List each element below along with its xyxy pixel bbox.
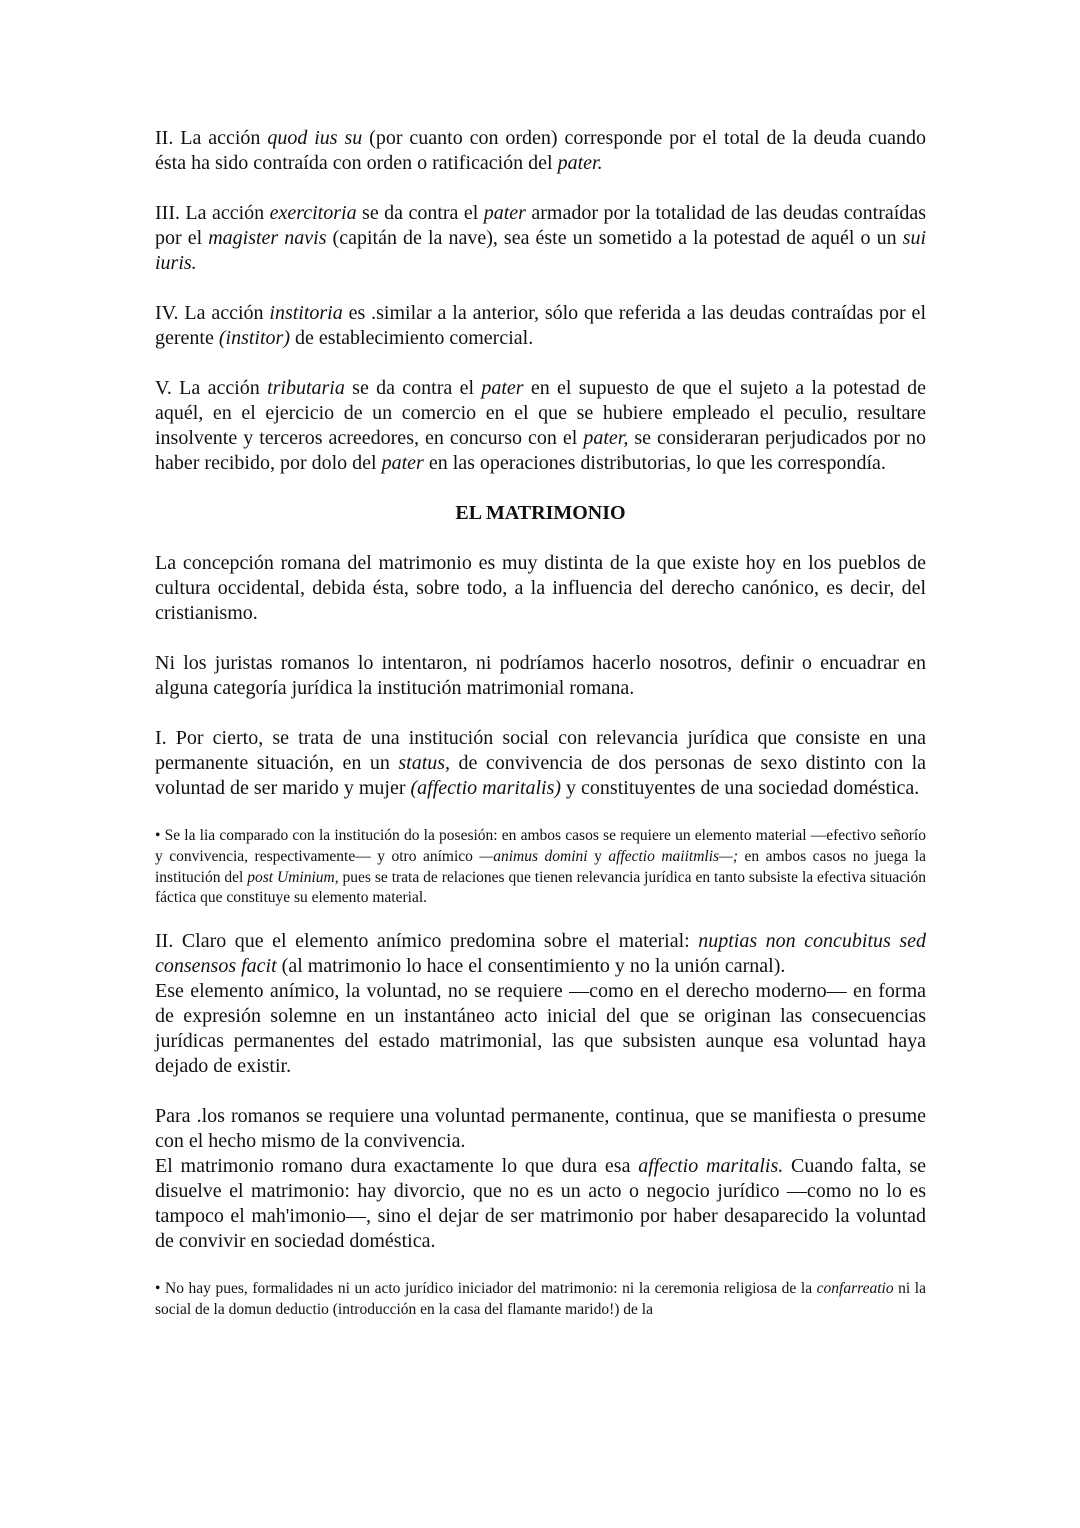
document-page [155,126,926,1321]
paragraph-ii-animico: II. Claro que el elemento anímico predomina sobre el material: nuptias non concubitus sed consensos facit (al matrimonio lo hace el consentimiento y no la unión carnal). [155,930,926,978]
paragraph-intro: La concepción romana del matrimonio es muy distinta de la que existe hoy en los pueblos de cultura occidental, debida ésta, sobre todo, a la influencia del derecho canónico, es decir, del cristianismo. [155,552,926,624]
section-title: EL MATRIMONIO [455,502,626,524]
footnote-posesion: • Se la lia comparado con la institución do la posesión: en ambos casos se requiere un elemento material —efectivo señorío y convivencia, respectivamente— y otro anímico —animus domini y affectio maiitmlis—; en ambos casos no juega la institución del post Uminium, pues se trata de relaciones que tienen relevancia jurídica en tanto subsiste la efectiva situación fáctica que constituye su elemento material. [155,827,926,907]
paragraph-v: V. La acción tributaria se da contra el pater en el supuesto de que el sujeto a la potestad de aquél, en el ejercicio de un comercio en el que se hubiere empleado el peculio, resultare insolvente y terceros acreedores, en concurso con el pater, se consideraran perjudicados por no haber recibido, por dolo del pater en las operaciones distributorias, lo que les correspondía. [155,377,926,474]
paragraph-ii: II. La acción quod ius su (por cuanto con orden) corresponde por el total de la deuda cuando ésta ha sido contraída con orden o ratificación del pater. [155,127,926,174]
paragraph-romanos: Para .los romanos se requiere una voluntad permanente, continua, que se manifiesta o presume con el hecho mismo de la convivencia. [155,1105,926,1153]
paragraph-juristas: Ni los juristas romanos lo intentaron, ni podríamos hacerlo nosotros, definir o encuadrar en alguna categoría jurídica la institución matrimonial romana. [155,652,926,699]
paragraph-iv: IV. La acción institoria es .similar a la anterior, sólo que referida a las deudas contraídas por el gerente (institor) de establecimiento comercial. [155,302,926,349]
footnote-formalidades: • No hay pues, formalidades ni un acto jurídico iniciador del matrimonio: ni la ceremonia religiosa de la confarreatio ni la social de la domun deductio (introducción en la casa del flamante marido!) de la [155,1280,926,1318]
paragraph-iii: III. La acción exercitoria se da contra el pater armador por la totalidad de las deudas contraídas por el magister navis (capitán de la nave), sea éste un sometido a la potestad de aquél o un sui iuris. [155,202,927,274]
paragraph-duracion: El matrimonio romano dura exactamente lo que dura esa affectio maritalis. Cuando falta, se disuelve el matrimonio: hay divorcio, que no es un acto o negocio jurídico —como no lo es tampoco el mah'imonio—, sino el dejar de ser matrimonio por haber desaparecido la voluntad de convivir en sociedad doméstica. [155,1155,927,1253]
paragraph-voluntad: Ese elemento anímico, la voluntad, no se requiere —como en el derecho moderno— en forma de expresión solemne en un instantáneo acto inicial del que se originan las consecuencias jurídicas permanentes del estado matrimonial, las que subsisten aunque esa voluntad haya dejado de existir. [155,980,926,1078]
paragraph-i-institucion: I. Por cierto, se trata de una institución social con relevancia jurídica que consiste en una permanente situación, en un status, de convivencia de dos personas de sexo distinto con la voluntad de ser marido y mujer (affectio maritalis) y constituyentes de una sociedad doméstica. [155,727,926,799]
